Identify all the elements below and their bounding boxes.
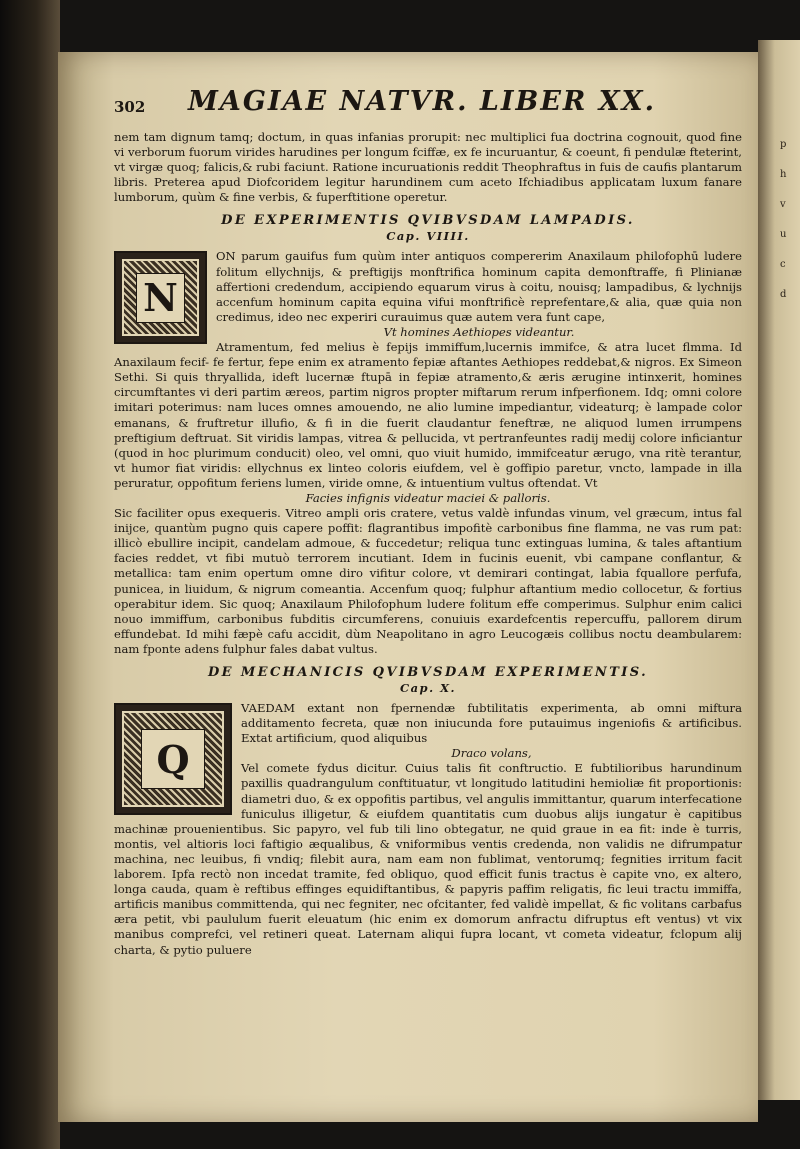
running-title: MAGIAE NATVR. LIBER XX.: [188, 86, 657, 117]
section-1-subheading: Vt homines Aethiopes videantur.: [383, 324, 575, 339]
section-2-intro: VAEDAM extant non fpernendæ fubtilitatis experimenta, ab omni miftura additamento fecreta, quæ non iniucunda fore putauimus ingeniofis & artificibus. Extat artificium, quod aliquibus: [241, 701, 742, 746]
page-content: [114, 86, 742, 958]
opening-paragraph: nem tam dignum tamq; doctum, in quas infanias prorupit: nec multiplici fua doctrina cognouit, quod fine vi verborum fuorum virides harudines per longum fciffæ, ex fe incuruantur, & coeunt, fi pendulæ fteterint, vt virgæ quoq; falicis,& rubi faciunt. Ratione incuruationis reddit Theophraftus in fuis de caufis plantarum libris. Preterea apud Diofcoridem legitur harundinem cum aceto Ifchiadibus applicatam luxum fanare lumborum, quùm & fine verbis, & fuperftitione operetur.: [114, 130, 742, 205]
book-page: [58, 52, 758, 1122]
section-1-intro: ON parum gauifus fum quùm inter antiquos compererim Anaxilaum philofophū ludere folitum ellychnijs, & preftigijs monftrifica hominum capita demonftraffe, fi Plinianæ affertioni credendum, accipiendo equarum virus à coitu, nouisq; lampadibus, & lychnijs accenfum hominum capita equina vifui monftrificè reprefentare,& alia, quæ quia non credimus, ideo nec experiri curauimus quæ autem vera funt cape,: [216, 249, 742, 324]
initial-letter: Q: [141, 729, 205, 790]
section-1-body-1: Atramentum, fed melius è fepijs immiffum,lucernis immifce, & atra lucet flmma. Id Anaxilaum fecif- fe fertur, fepe enim ex atramento fepiæ aftantes Aethiopes reddebat,& nigros. Ex Simeon Sethi. Si quis thryallida, ideft lucernæ ftupā in fepiæ atramento,& æris ærugine intinxerit, homines circumftantes vi deri partim æreos, partim nigros propter miftarum rerum infperfionem. Idq; omni colore imitari poterimus: nam luces omnes amouendo, ne alio lumine impediantur, videaturq; è lampade color emanans, & fruftretur illufio, & fi in die fuerit claudantur feneftræ, ne aliquod lumen irrumpens preftigium deftruat. Sit viridis lampas, vitrea & pellucida, vt pertranfeuntes radij medij colore inficiantur (quod in hoc plurimum conducit) oleo, vel omni, quo viuit humido, immifceatur ærugo, vna ritè terantur, vt humor fiat viridis: ellychnus ex linteo coloris eiufdem, vel è goffipio paretur, vncto, lampade in illa peruratur, oppofitum feriens lumen, viride omne, & intuentium vultus oftendat. Vt: [114, 340, 742, 490]
section-1-title: DE EXPERIMENTIS QVIBVSDAM LAMPADIS.: [221, 213, 635, 229]
page-number: 302: [114, 98, 146, 116]
section-1-cap: Cap. VIIII.: [386, 229, 470, 244]
adjacent-page-edge: [758, 40, 800, 1100]
initial-letter: N: [136, 273, 186, 323]
section-2-cap: Cap. X.: [399, 681, 457, 695]
edge-letter: h: [780, 169, 787, 180]
section-2-body: Vel comete fydus dicitur. Cuius talis fit conftructio. E fubtilioribus harundinum paxillis quadrangulum conftituatur, vt longitudo latitudini hemioliæ fit proportionis: diametri duo, & ex oppofitis partibus, vel angulis immittantur, quarum interfecatione funiculus illigetur, & eiufdem quantitatis cum duobus alijs iungatur è capitibus machinæ prouenientibus. Sic papyro, vel fub tili lino obtegatur, ne quid graue in ea fit: inde è turris, montis, vel altioris loci faftigio æqualibus, & vniformibus ventis credenda, non validis ne difrumpatur machina, nec leuibus, fi vndiq; filebit aura, nam eam non fublimat, ventorumq; fegnities irritum facit laborem. Ipfa rectò non incedat tramite, fed obliquo, quod efficit funis tractus è capite vno, ex altero, longa cauda, quam è reftibus effinges equidiftantibus, & papyris paffim religatis, fic leui tractu immiffa, artificis manibus committenda, qui nec fegniter, nec ofcitanter, fed validè impellat, & fic volitans carbafus æra petit, vbi paululum fuerit eleuatum (hic enim ex domorum anfractu difruptus eft ventus) vt vix manibus comprefci, vel retineri queat. Laternam aliqui fupra locant, vt cometa videatur, fclopum alij charta, & pytio puluere: [114, 761, 742, 957]
adjacent-page-letters: [780, 130, 798, 310]
drop-initial-n: [114, 251, 207, 344]
section-1-body: [114, 249, 742, 657]
edge-letter: u: [780, 229, 787, 240]
section-2-subheading: Draco volans,: [451, 746, 532, 761]
edge-letter: p: [780, 139, 787, 150]
edge-letter: v: [780, 199, 786, 210]
scan-left-edge: [0, 0, 60, 1149]
edge-letter: c: [780, 259, 786, 270]
section-2-title: DE MECHANICIS QVIBVSDAM EXPERIMENTIS.: [207, 665, 648, 680]
page-header: [114, 86, 742, 130]
section-2-body: [114, 701, 742, 958]
section-1-subheading-2: Facies infignis videatur maciei & palloris.: [305, 490, 551, 505]
section-1-body-2: Sic faciliter opus exequeris. Vitreo ampli oris cratere, vetus valdè infundas vinum, vel græcum, intus fal inijce, quantùm pugno quis capere poffit: flagrantibus impofitè carbonibus fine flamma, ne vas rum pat: illicò ebullire incipit, candelam admoue, & fuccedetur; reliqua tunc extinguas lumina, & tales aftantium facies reddet, vt fibi mutuò terrorem incutiant. Idem in fucinis euenit, vbi campane conflantur, & metallica: tam enim opertum omne diro vifitur colore, vt demirari contingat, labia fquallore perfufa, punicea, in liuidum, & nigrum comeantia. Accenfum quoq; fulphur aftantium medio collocetur, & fortius operabitur idem. Sic quoq; Anaxilaum Philofophum ludere folitum effe comperimus. Sulphur enim calici nouo immiffum, carbonibus fubditis circumferens, conuiuis exardefcentis repercuffu, pallorem dirum effundebat. Id mihi fæpè cafu accidit, dùm Neapolitano in agro Leucogæis collibus noctu deambularem: nam fponte adens fulphur fales dabat vultus.: [114, 506, 742, 656]
drop-initial-q: [114, 703, 232, 815]
edge-letter: d: [780, 289, 787, 300]
